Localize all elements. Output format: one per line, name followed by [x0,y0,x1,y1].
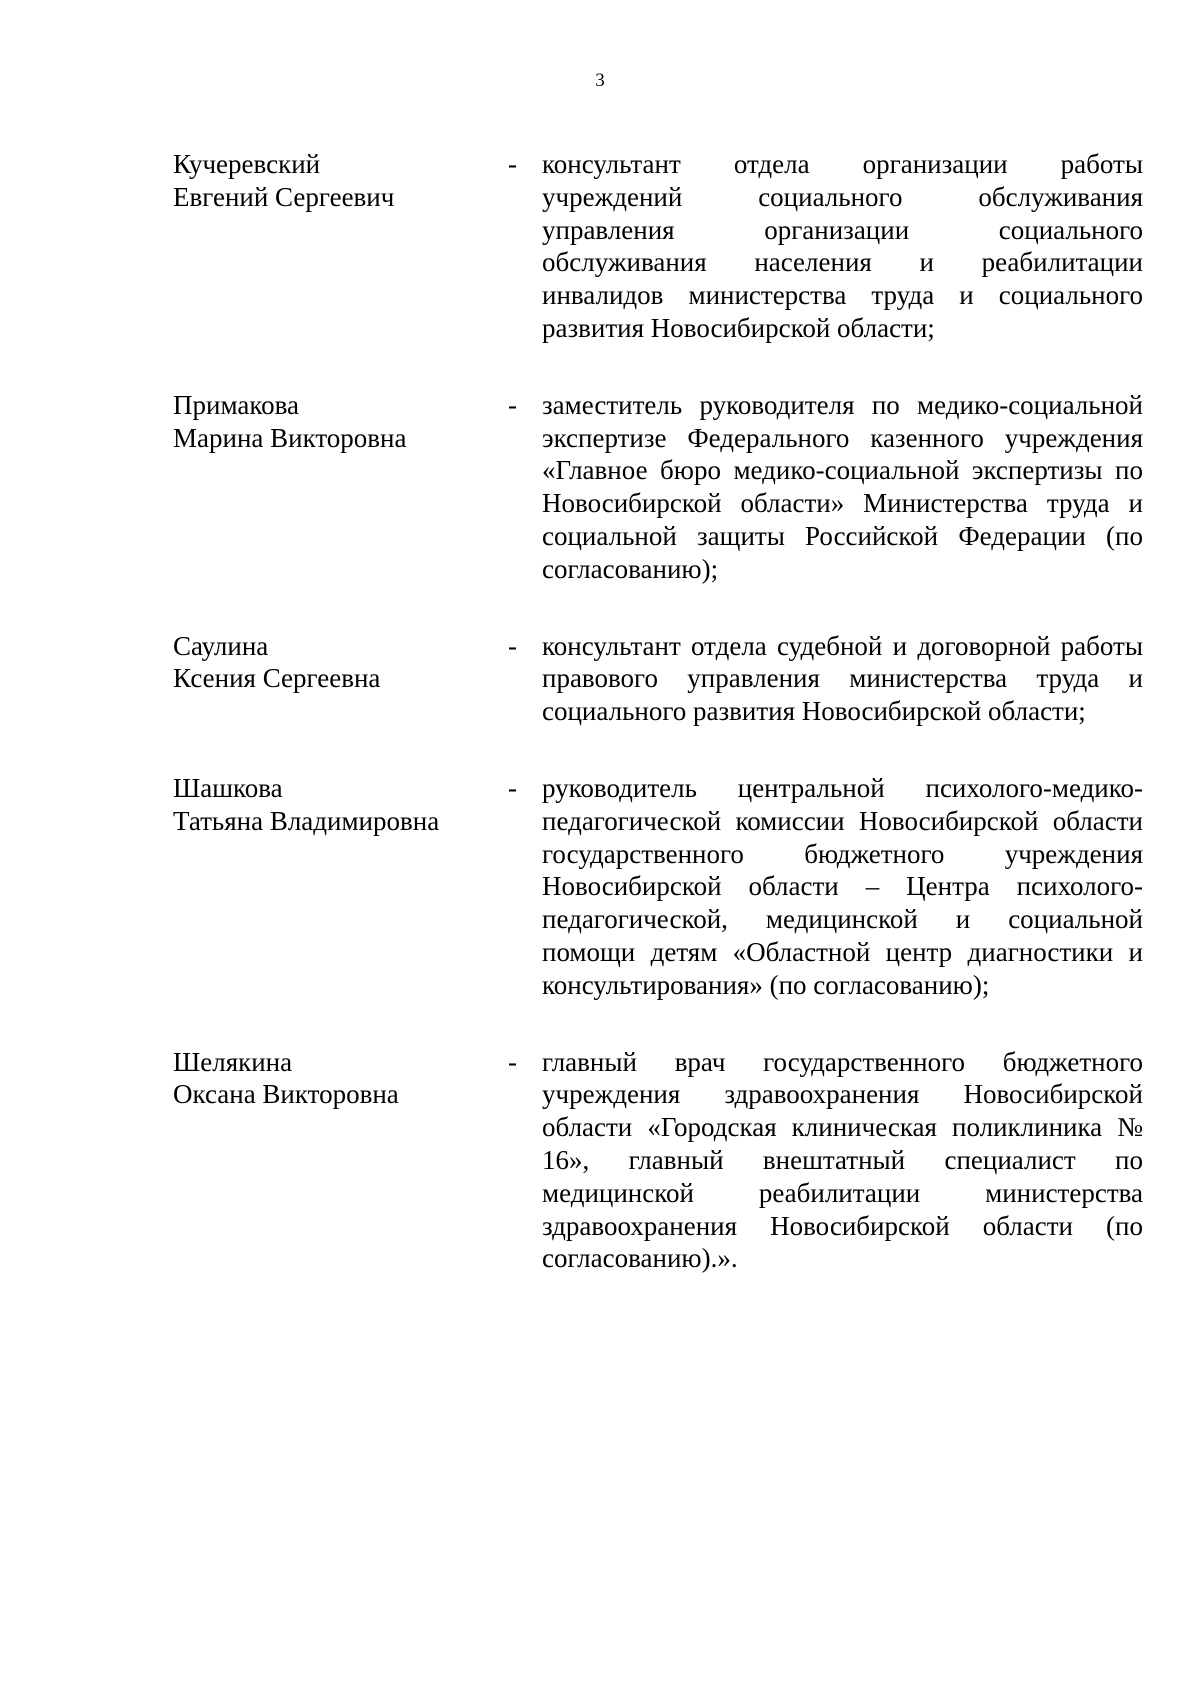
entry-dash: - [508,772,517,803]
member-entry [173,1046,1143,1276]
member-surname: Саулина [173,630,269,661]
member-position: главный врач государственного бюджетного учреждения здравоохранения Новосибирской области «Городская клиническая поликлиника № 16», главный внештатный специалист по медицинской реабилитации министерства здравоохранения Новосибирской области (по согласованию).». [542,1046,1143,1274]
member-surname: Шелякина [173,1046,293,1077]
member-position: консультант отдела судебной и договорной работы правового управления министерства труда и социального развития Новосибирской области; [542,630,1143,727]
member-given-names: Оксана Викторовна [173,1079,399,1110]
entry-dash: - [508,1046,517,1077]
member-name [173,1046,508,1276]
member-entry [173,389,1143,586]
entry-dash: - [508,630,517,661]
member-position: консультант отдела организации работы учреждений социального обслуживания управления организации социального обслуживания населения и реабилитации инвалидов министерства труда и социального развития Новосибирской области; [542,149,1143,343]
member-given-names: Марина Викторовна [173,422,407,453]
member-position: руководитель центральной психолого-медико-педагогической комиссии Новосибирской области государственного бюджетного учреждения Новосибирской области – Центра психолого-педагогической, медицинской и социальной помощи детям «Областной центр диагностики и консультирования» (по согласованию); [542,772,1143,1000]
member-name [173,389,508,586]
member-name [173,630,508,728]
member-name [173,148,508,345]
member-surname: Примакова [173,389,299,420]
member-entry [173,630,1143,728]
member-list [173,148,1143,1275]
entry-dash: - [508,149,517,179]
member-given-names: Татьяна Владимировна [173,805,440,836]
member-position: заместитель руководителя по медико-социальной экспертизе Федерального казенного учреждения «Главное бюро медико-социальной экспертизы по Новосибирской области» Министерства труда и социальной защиты Российской Федерации (по согласованию); [542,389,1143,584]
member-given-names: Ксения Сергеевна [173,663,381,694]
member-entry [173,772,1143,1002]
member-surname: Шашкова [173,772,283,803]
member-name [173,772,508,1002]
member-given-names: Евгений Сергеевич [173,181,395,212]
page-number: 3 [595,70,605,91]
member-surname: Кучеревский [173,149,321,179]
member-entry [173,148,1143,345]
entry-dash: - [508,389,517,420]
